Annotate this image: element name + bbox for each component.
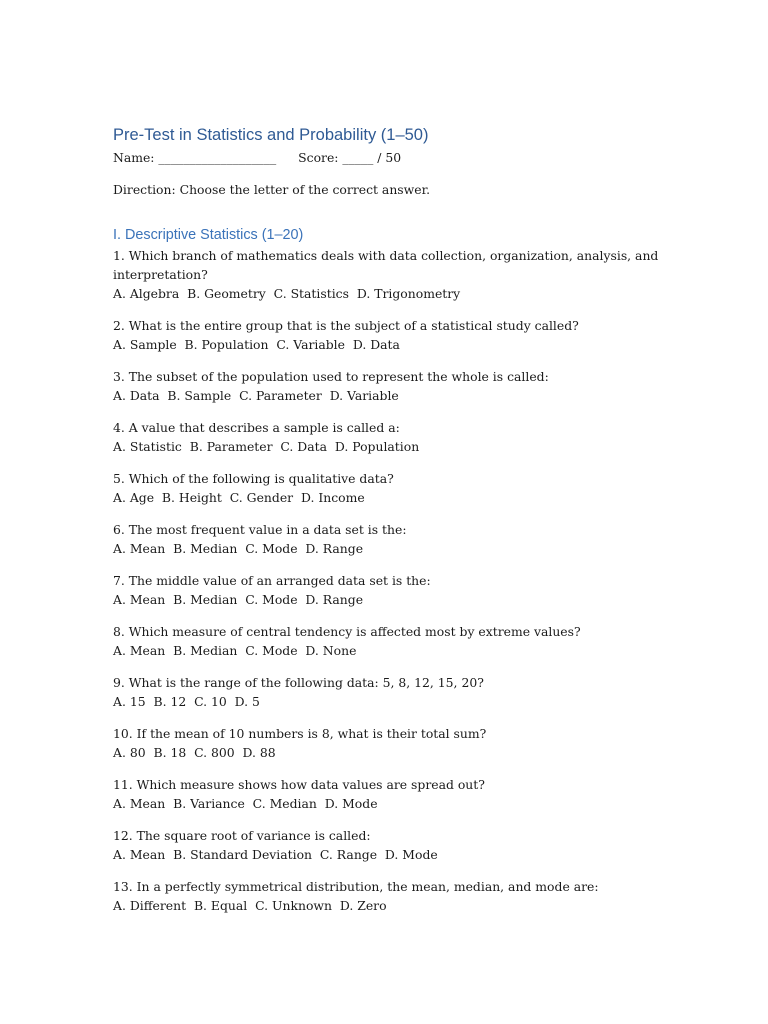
question-text: 13. In a perfectly symmetrical distribution, the mean, median, and mode are:	[113, 879, 599, 894]
question-options: A. Data B. Sample C. Parameter D. Variable	[113, 388, 399, 403]
question-text: 9. What is the range of the following data: 5, 8, 12, 15, 20?	[113, 675, 484, 690]
question-9	[113, 673, 673, 711]
question-text: 1. Which branch of mathematics deals with data collection, organization, analysis, and interpretation?	[113, 248, 659, 282]
question-options: A. Statistic B. Parameter C. Data D. Population	[113, 439, 420, 454]
question-4	[113, 418, 673, 456]
question-text: 12. The square root of variance is called:	[113, 828, 371, 843]
question-options: A. Different B. Equal C. Unknown D. Zero	[113, 898, 387, 913]
question-10	[113, 724, 673, 762]
question-list	[113, 246, 673, 915]
question-options: A. Mean B. Median C. Mode D. None	[113, 643, 357, 658]
question-options: A. 15 B. 12 C. 10 D. 5	[113, 694, 260, 709]
question-8	[113, 622, 673, 660]
question-7	[113, 571, 673, 609]
question-options: A. Mean B. Variance C. Median D. Mode	[113, 796, 378, 811]
name-score-line	[113, 148, 673, 167]
question-text: 4. A value that describes a sample is called a:	[113, 420, 400, 435]
question-options: A. Sample B. Population C. Variable D. Data	[113, 337, 400, 352]
question-11	[113, 775, 673, 813]
question-6	[113, 520, 673, 558]
question-options: A. Algebra B. Geometry C. Statistics D. Trigonometry	[113, 286, 461, 301]
question-options: A. Mean B. Median C. Mode D. Range	[113, 592, 364, 607]
direction-text: Direction: Choose the letter of the correct answer.	[113, 182, 431, 197]
question-text: 3. The subset of the population used to represent the whole is called:	[113, 369, 549, 384]
question-text: 7. The middle value of an arranged data set is the:	[113, 573, 431, 588]
document-title: Pre-Test in Statistics and Probability (1–50)	[113, 126, 429, 144]
score-field: Score: _____ / 50	[298, 150, 402, 165]
document-page	[113, 124, 673, 928]
question-12	[113, 826, 673, 864]
question-1	[113, 246, 673, 303]
question-13	[113, 877, 673, 915]
question-text: 11. Which measure shows how data values are spread out?	[113, 777, 485, 792]
question-text: 8. Which measure of central tendency is affected most by extreme values?	[113, 624, 581, 639]
name-field: Name: ___________________	[113, 150, 277, 165]
question-options: A. Age B. Height C. Gender D. Income	[113, 490, 365, 505]
question-3	[113, 367, 673, 405]
question-options: A. Mean B. Standard Deviation C. Range D. Mode	[113, 847, 438, 862]
section-heading: I. Descriptive Statistics (1–20)	[113, 227, 304, 243]
question-options: A. Mean B. Median C. Mode D. Range	[113, 541, 364, 556]
question-options: A. 80 B. 18 C. 800 D. 88	[113, 745, 276, 760]
question-text: 6. The most frequent value in a data set is the:	[113, 522, 407, 537]
question-5	[113, 469, 673, 507]
question-text: 2. What is the entire group that is the subject of a statistical study called?	[113, 318, 579, 333]
question-text: 5. Which of the following is qualitative data?	[113, 471, 394, 486]
question-text: 10. If the mean of 10 numbers is 8, what is their total sum?	[113, 726, 487, 741]
question-2	[113, 316, 673, 354]
